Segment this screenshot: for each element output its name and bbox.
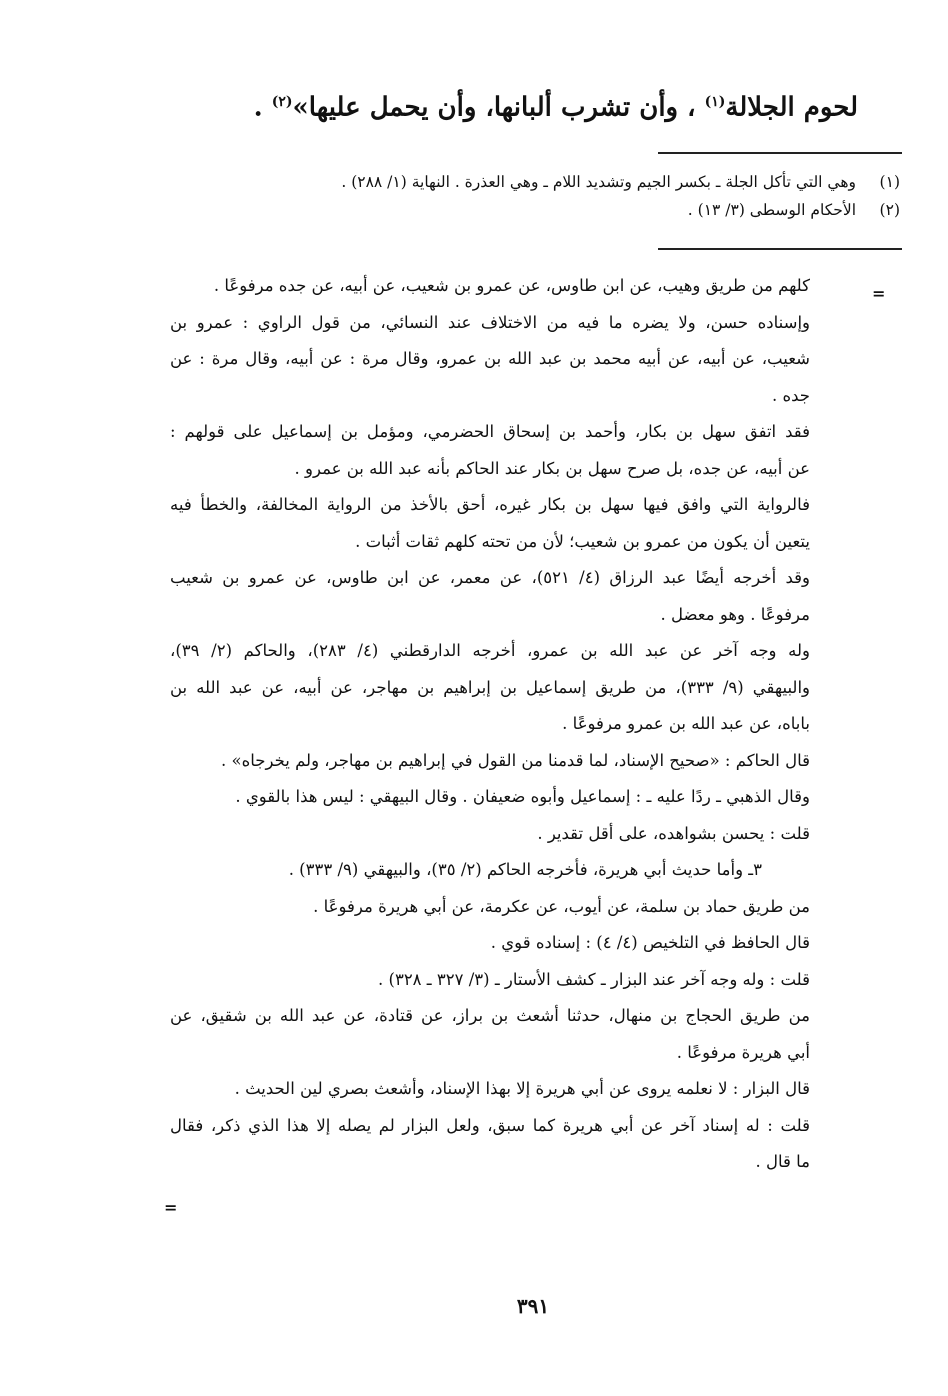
commentary-line: أبي هريرة مرفوعًا . xyxy=(676,1042,810,1062)
commentary-block xyxy=(170,268,810,1181)
commentary-line: عن أبيه، عن جده، بل صرح سهل بن بكار عند الحاكم بأنه عبد الله بن عمرو . xyxy=(294,458,810,478)
commentary-line: كلهم من طريق وهيب، عن ابن طاوس، عن عمرو بن شعيب، عن أبيه، عن جده مرفوعًا . xyxy=(213,276,810,295)
commentary-line: فقد اتفق سهل بن بكار، وأحمد بن إسحاق الحضرمي، ومؤمل بن إسماعيل على قولهم : xyxy=(170,422,810,441)
footnote-number: (٢) xyxy=(879,201,900,219)
commentary-line: قال الحافظ في التلخيص (٤/ ٤) : إسناده قوي . xyxy=(490,933,810,952)
commentary-line: والبيهقي (٩/ ٣٣٣)، من طريق إسماعيل بن إبراهيم بن مهاجر، عن أبيه، عن عبد الله بن xyxy=(170,677,811,697)
commentary-line: قلت : يحسن بشواهده، على أقل تقدير . xyxy=(537,823,810,843)
commentary-line: وإسناده حسن، ولا يضره ما فيه من الاختلاف عند النسائي، من قول الراوي : عمرو بن xyxy=(170,312,810,332)
footnote-number: (١) xyxy=(879,173,900,191)
main-text-segment: . xyxy=(253,92,272,123)
footnote-separator-top xyxy=(658,152,902,154)
commentary-line: فالرواية التي وافق فيها سهل بن بكار غيره، أحق بالأخذ من الرواية المخالفة، والخطأ فيه xyxy=(170,495,810,514)
commentary-line: قال الحاكم : «صحيح الإسناد، لما قدمنا من القول في إبراهيم بن مهاجر، ولم يخرجاه» . xyxy=(221,750,810,770)
commentary-line: وقد أخرجه أيضًا عبد الرزاق (٤/ ٥٢١)، عن معمر، عن ابن طاوس، عن عمرو بن شعيب xyxy=(170,568,810,587)
continuation-mark-top: = xyxy=(872,284,886,303)
main-text-line xyxy=(238,82,858,128)
footnote xyxy=(280,196,900,224)
commentary-line: وقال الذهبي ـ ردًا عليه ـ : إسماعيل وأبوه ضعيفان . وقال البيهقي : ليس هذا بالقوي . xyxy=(235,787,810,806)
footnote-ref-2[interactable]: (٢) xyxy=(271,94,293,110)
commentary-line: وله وجه آخر عن عبد الله بن عمرو، أخرجه الدارقطني (٤/ ٢٨٣)، والحاكم (٢/ ٣٩)، xyxy=(170,641,810,660)
commentary-line: باباه، عن عبد الله بن عمرو مرفوعًا . xyxy=(562,714,810,733)
commentary-line: يتعين أن يكون من عمرو بن شعيب؛ لأن من تحته كلهم ثقات أثبات . xyxy=(355,531,810,551)
commentary-line: من طريق حماد بن سلمة، عن أيوب، عن عكرمة، عن أبي هريرة مرفوعًا . xyxy=(313,896,810,916)
footnotes xyxy=(280,168,900,224)
commentary-line: مرفوعًا . وهو معضل . xyxy=(660,604,810,624)
footnote xyxy=(280,168,900,196)
footnote-text: وهي التي تأكل الجلة ـ بكسر الجيم وتشديد اللام ـ وهي العذرة . النهاية (١/ ٢٨٨) . xyxy=(341,173,856,191)
commentary-line: شعيب، عن أبيه، عن أبيه محمد بن عبد الله بن عمرو، وقال مرة : عن أبيه، وقال مرة : عن xyxy=(170,349,811,368)
commentary-line: ٣ـ وأما حديث أبي هريرة، فأخرجه الحاكم (٢/ ٣٥)، والبيهقي (٩/ ٣٣٣) . xyxy=(288,860,762,879)
footnote-separator-bottom xyxy=(658,248,902,250)
commentary-line: قلت : وله وجه آخر عند البزار ـ كشف الأستار ـ (٣/ ٣٢٧ ـ ٣٢٨) . xyxy=(378,969,810,989)
main-text-segment: ، وأن تشرب ألبانها، وأن يحمل عليها» xyxy=(292,92,705,123)
main-text-segment: لحوم الجلالة xyxy=(725,92,858,123)
continuation-mark-bottom: = xyxy=(164,1198,178,1217)
page-number: ٣٩١ xyxy=(516,1294,550,1318)
commentary-line: جده . xyxy=(772,385,810,405)
commentary-line: من طريق الحجاج بن منهال، حدثنا أشعث بن براز، عن قتادة، عن عبد الله بن شقيق، عن xyxy=(170,1006,810,1025)
commentary-line: قال البزار : لا نعلمه يروى عن أبي هريرة إلا بهذا الإسناد، وأشعث بصري لين الحديث . xyxy=(234,1079,810,1098)
commentary-line: ما قال . xyxy=(755,1152,810,1171)
footnote-text: الأحكام الوسطى (٣/ ١٣) . xyxy=(687,201,856,219)
commentary-line: قلت : له إسناد آخر عن أبي هريرة كما سبق، ولعل البزار لم يصله إلا هذا الذي ذكر، فقال xyxy=(170,1115,810,1135)
footnote-ref-1[interactable]: (١) xyxy=(704,94,726,110)
